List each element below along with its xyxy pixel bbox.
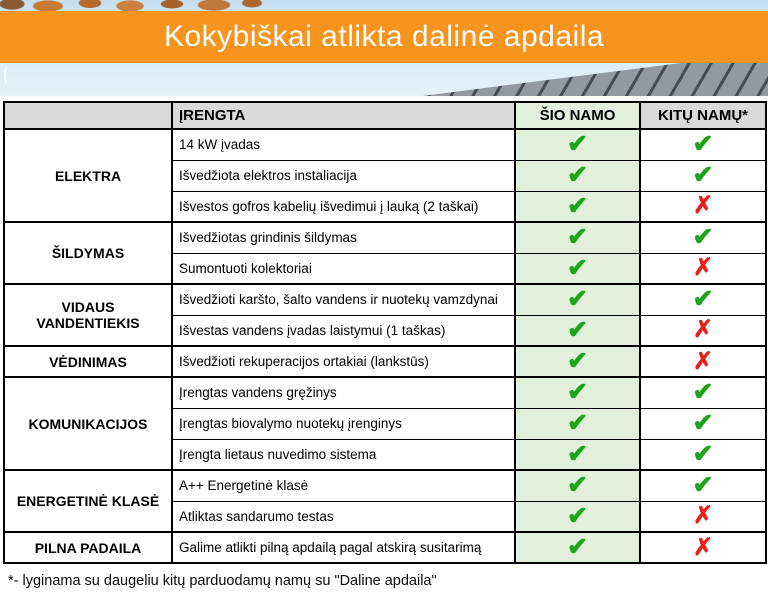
table-header-row [4, 102, 766, 129]
table-row [4, 532, 766, 563]
table-row [4, 284, 766, 315]
other-houses-cell [640, 377, 766, 408]
header-this-house: ŠIO NAMO [515, 102, 640, 129]
other-houses-cell [640, 191, 766, 222]
check-icon: ✔ [567, 347, 588, 375]
this-house-cell [515, 129, 640, 160]
table-row [4, 129, 766, 160]
feature-cell: Įrengtas vandens gręžinys [172, 377, 515, 408]
this-house-cell [515, 315, 640, 346]
category-cell: KOMUNIKACIJOS [4, 377, 172, 470]
header-other-houses: KITŲ NAMŲ* [640, 102, 766, 129]
hero-photo [0, 0, 768, 96]
this-house-cell [515, 191, 640, 222]
other-houses-cell [640, 160, 766, 191]
this-house-cell [515, 253, 640, 284]
this-house-cell [515, 532, 640, 563]
check-icon: ✔ [567, 315, 588, 344]
cross-icon: ✗ [692, 347, 714, 375]
feature-cell: Išvestos gofros kabelių išvedimui į lauką (2 taškai) [172, 191, 515, 222]
check-icon: ✔ [567, 471, 588, 500]
check-icon: ✔ [692, 285, 714, 314]
feature-cell: Išvedžioti karšto, šalto vandens ir nuotekų vamzdynai [172, 284, 515, 315]
cross-icon: ✗ [692, 254, 714, 282]
cross-icon: ✗ [692, 316, 714, 344]
category-cell: ENERGETINĖ KLASĖ [4, 470, 172, 532]
feature-cell: Įrengtas biovalymo nuotekų įrenginys [172, 408, 515, 439]
check-icon: ✔ [567, 378, 588, 407]
this-house-cell [515, 284, 640, 315]
category-cell: VIDAUS VANDENTIEKIS [4, 284, 172, 346]
other-houses-cell [640, 532, 766, 563]
other-houses-cell [640, 470, 766, 501]
table-row [4, 377, 766, 408]
slide-title: Kokybiškai atlikta dalinė apdaila [163, 20, 605, 53]
cross-icon: ✗ [692, 502, 714, 530]
this-house-cell [515, 439, 640, 470]
feature-cell: Išvedžiotas grindinis šildymas [172, 222, 515, 253]
category-cell: VĖDINIMAS [4, 346, 172, 377]
header-category [4, 102, 172, 129]
check-icon: ✔ [692, 161, 714, 189]
this-house-cell [515, 222, 640, 253]
feature-cell: Išvestas vandens įvadas laistymui (1 taškas) [172, 315, 515, 346]
check-icon: ✔ [567, 130, 588, 159]
table-row [4, 346, 766, 377]
other-houses-cell [640, 315, 766, 346]
other-houses-cell [640, 253, 766, 284]
check-icon: ✔ [692, 130, 714, 159]
this-house-cell [515, 408, 640, 439]
cross-icon: ✗ [692, 533, 714, 561]
other-houses-cell [640, 408, 766, 439]
cross-icon: ✗ [692, 192, 714, 220]
table-row [4, 470, 766, 501]
check-icon: ✔ [692, 378, 714, 407]
check-icon: ✔ [567, 439, 588, 468]
other-houses-cell [640, 439, 766, 470]
this-house-cell [515, 346, 640, 377]
table-row [4, 222, 766, 253]
feature-cell: Išvedžioti rekuperacijos ortakiai (lankstūs) [172, 346, 515, 377]
this-house-cell [515, 470, 640, 501]
check-icon: ✔ [567, 409, 588, 437]
this-house-cell [515, 377, 640, 408]
check-icon: ✔ [567, 223, 588, 252]
feature-cell: 14 kW įvadas [172, 129, 515, 160]
feature-cell: Išvedžiota elektros instaliacija [172, 160, 515, 191]
check-icon: ✔ [692, 223, 714, 252]
feature-cell: Galime atlikti pilną apdailą pagal atskirą susitarimą [172, 532, 515, 563]
check-icon: ✔ [567, 501, 588, 530]
feature-cell: Įrengta lietaus nuvedimo sistema [172, 439, 515, 470]
features-table-body [4, 129, 766, 563]
check-icon: ✔ [567, 253, 588, 282]
category-cell: ŠILDYMAS [4, 222, 172, 284]
check-icon: ✔ [692, 439, 714, 468]
feature-cell: Sumontuoti kolektoriai [172, 253, 515, 284]
title-banner [0, 11, 768, 63]
features-table [3, 101, 767, 564]
other-houses-cell [640, 222, 766, 253]
check-icon: ✔ [567, 285, 588, 314]
feature-cell: Atliktas sandarumo testas [172, 501, 515, 532]
this-house-cell [515, 501, 640, 532]
category-cell: ELEKTRA [4, 129, 172, 222]
check-icon: ✔ [692, 409, 714, 437]
check-icon: ✔ [567, 191, 588, 220]
feature-cell: A++ Energetinė klasė [172, 470, 515, 501]
footnote: *- lyginama su daugeliu kitų parduodamų namų su "Daline apdaila" [8, 573, 437, 589]
photo-detail [4, 66, 12, 84]
check-icon: ✔ [567, 161, 588, 189]
other-houses-cell [640, 501, 766, 532]
category-cell: PILNA PADAILA [4, 532, 172, 563]
other-houses-cell [640, 346, 766, 377]
check-icon: ✔ [692, 471, 714, 500]
header-feature: ĮRENGTA [172, 102, 515, 129]
other-houses-cell [640, 129, 766, 160]
other-houses-cell [640, 284, 766, 315]
this-house-cell [515, 160, 640, 191]
check-icon: ✔ [567, 533, 588, 561]
